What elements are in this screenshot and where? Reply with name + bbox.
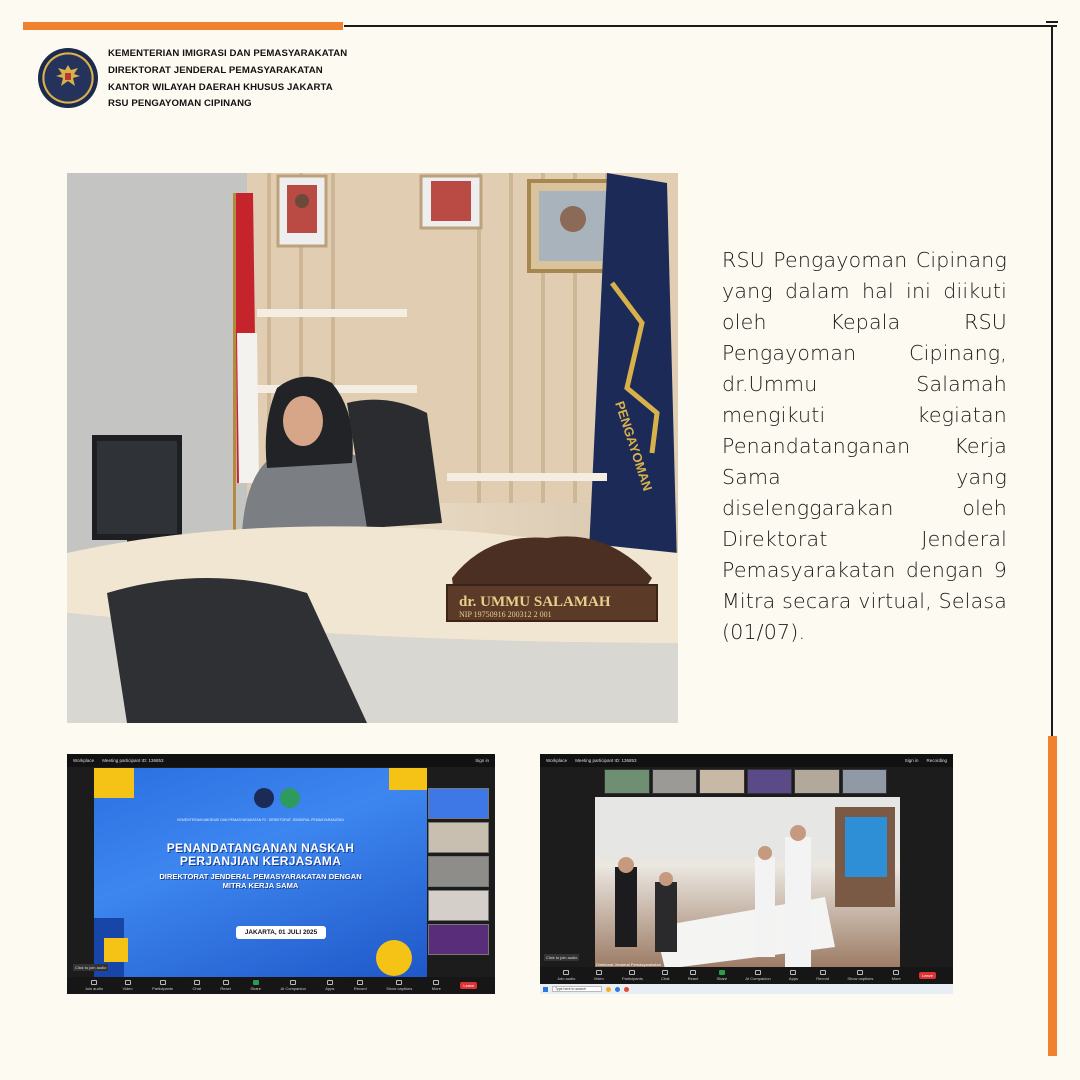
signing-room-scene [595,797,900,969]
slide-title [94,842,427,868]
slide-subtitle-line2: MITRA KERJA SAMA [222,881,299,890]
more-icon [433,980,439,985]
camera-icon [125,980,131,985]
meeting-screenshot-room [540,754,953,994]
recording-indicator: Recording [926,758,947,763]
taskbar-app-icon[interactable] [615,987,620,992]
slide-organization: KEMENTERIAN IMIGRASI DAN PEMASYARAKATAN RI · DIREKTORAT JENDERAL PEMASYARAKATAN [177,818,344,822]
sparkle-icon [290,980,296,985]
record-icon [820,970,826,975]
meeting-toolbar [540,967,953,984]
participant-tile[interactable] [604,769,650,794]
leave-button[interactable]: Leave [460,982,477,989]
more-button[interactable]: More [432,980,441,991]
header-line-ministry: KEMENTERIAN IMIGRASI DAN PEMASYARAKATAN [108,48,348,59]
cc-icon [857,970,863,975]
flag-text: PENGAYOMAN [612,399,656,493]
chat-icon [194,980,200,985]
accent-bar-top [23,22,343,30]
presentation-slide [94,768,427,978]
slide-title-line2: PERJANJIAN KERJASAMA [179,854,342,868]
share-button[interactable]: Share [250,980,261,991]
video-button[interactable]: Video [594,970,604,981]
video-button[interactable]: Video [122,980,132,991]
react-button[interactable]: React [688,970,698,981]
slide-subtitle [94,872,427,890]
taskbar-search-input[interactable]: Type here to search [552,986,602,992]
header-line-directorate: DIREKTORAT JENDERAL PEMASYARAKATAN [108,64,323,76]
react-button[interactable]: React [220,980,230,991]
cc-icon [396,980,402,985]
meeting-id: Meeting participant ID: 136853 [102,758,164,763]
participant-tile[interactable] [699,769,745,794]
accent-bar-right [1048,736,1057,1056]
ai-companion-button[interactable]: AI Companion [745,970,770,981]
windows-taskbar [540,984,953,994]
captions-button[interactable]: Show captions [847,970,873,981]
sign-in-link[interactable]: Sign in [475,758,489,763]
join-audio-hint[interactable]: Click to join audio [75,965,107,970]
record-button[interactable]: Record [354,980,367,991]
meeting-toolbar [67,977,495,994]
main-photo [67,173,678,723]
participant-tile[interactable] [428,890,489,921]
app-name: Workplace [73,758,95,763]
sparkle-icon [755,970,761,975]
headphones-icon [563,970,569,975]
apps-button[interactable]: Apps [325,980,334,991]
institution-header [108,46,347,113]
share-button[interactable]: Share [716,970,727,981]
record-icon [357,980,363,985]
participant-thumbnails[interactable] [604,769,887,794]
participant-tile[interactable] [652,769,698,794]
slide-subtitle-line1: DIREKTORAT JENDERAL PEMASYARAKATAN DENGAN [159,872,362,881]
meeting-topbar [540,754,953,767]
slide-title-line1: PENANDATANGANAN NASKAH [166,841,355,855]
meeting-screenshot-slide [67,754,495,994]
leave-button[interactable]: Leave [919,972,936,979]
speaker-name: Direktorat Jenderal Pemasyarakatan [596,962,661,967]
people-icon [160,980,166,985]
share-icon [719,970,725,975]
participant-tile[interactable] [747,769,793,794]
slide-date: JAKARTA, 01 JULI 2025 [236,926,326,939]
share-icon [253,980,259,985]
ai-companion-button[interactable]: AI Companion [280,980,305,991]
captions-button[interactable]: Show captions [386,980,412,991]
participant-tile[interactable] [842,769,888,794]
meeting-topbar [67,754,495,767]
active-speaker-video [595,797,900,969]
chat-button[interactable]: Chat [192,980,200,991]
more-button[interactable]: More [892,970,901,981]
header-line-hospital: RSU PENGAYOMAN CIPINANG [108,98,252,110]
windows-start-icon[interactable] [543,987,548,992]
participant-tile[interactable] [794,769,840,794]
chat-button[interactable]: Chat [661,970,669,981]
join-audio-button[interactable]: Join audio [85,980,103,991]
participant-tile[interactable] [428,856,489,887]
more-icon [893,970,899,975]
frame-line-right [1051,25,1053,745]
frame-line-top [344,25,1057,27]
participants-button[interactable]: Participants [152,980,173,991]
hand-icon [223,980,229,985]
participant-tile[interactable] [428,822,489,853]
hand-icon [690,970,696,975]
nameplate-nip: NIP 19750916 200312 2 001 [459,610,552,619]
ministry-logo [38,48,98,108]
chat-icon [662,970,668,975]
join-audio-hint[interactable]: Click to join audio [546,955,578,960]
sign-in-link[interactable]: Sign in [904,758,919,763]
frame-corner-tick [1046,21,1058,23]
participant-strip[interactable] [428,788,489,960]
apps-button[interactable]: Apps [789,970,798,981]
app-name: Workplace [546,758,568,763]
participant-tile[interactable] [428,788,489,819]
meeting-id: Meeting participant ID: 136853 [575,758,637,763]
taskbar-app-icon[interactable] [606,987,611,992]
apps-icon [327,980,333,985]
header-line-regional-office: KANTOR WILAYAH DAERAH KHUSUS JAKARTA [108,81,333,93]
camera-icon [596,970,602,975]
taskbar-app-icon[interactable] [624,987,629,992]
join-audio-button[interactable]: Join audio [557,970,575,981]
record-button[interactable]: Record [816,970,829,981]
caption-text: RSU Pengayoman Cipinang yang dalam hal ini diikuti oleh Kepala RSU Pengayoman Cipinang, dr.Ummu Salamah mengikuti kegiatan Penandatanganan Kerja Sama yang diselenggarakan oleh Direktorat Jenderal Pemasyarakatan dengan 9 Mitra secara virtual, Selasa (01/07). [722,248,1007,644]
participants-button[interactable]: Participants [622,970,643,981]
people-icon [629,970,635,975]
nameplate-name: dr. UMMU SALAMAH [459,594,611,610]
participant-tile[interactable] [428,924,489,955]
apps-icon [790,970,796,975]
office-scene [67,173,678,723]
garuda-emblem-icon [54,62,82,92]
headphones-icon [91,980,97,985]
